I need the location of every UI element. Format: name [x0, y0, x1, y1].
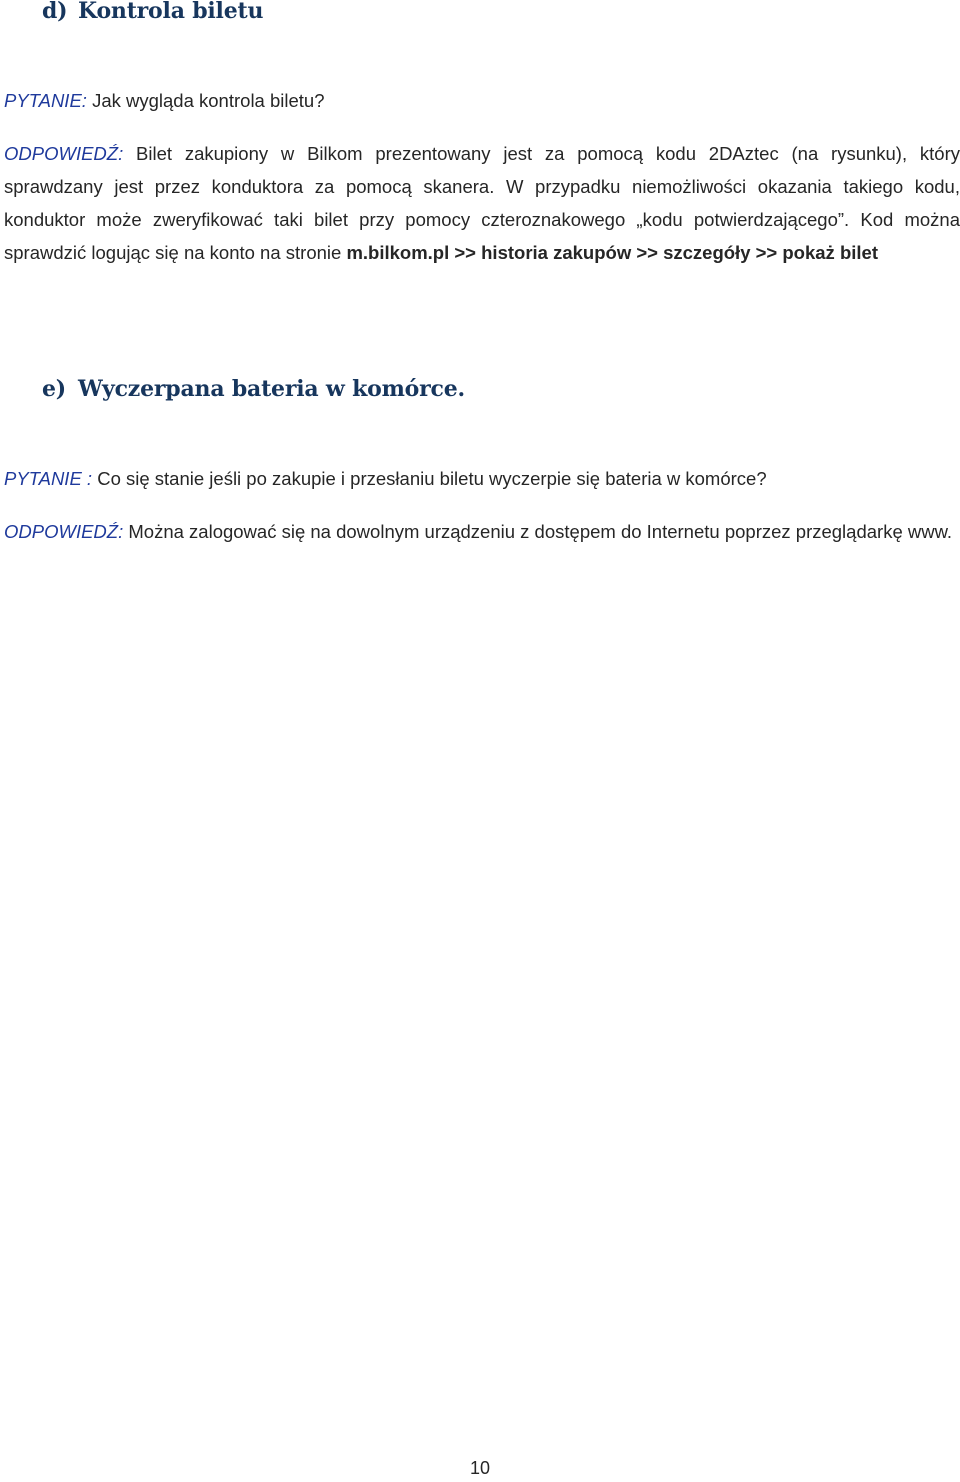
question-paragraph-e — [4, 462, 960, 495]
page-number: 10 — [469, 1458, 491, 1478]
section-number: e) — [42, 376, 67, 402]
answer-paragraph-e — [4, 515, 960, 548]
answer-label: ODPOWIEDŹ: — [4, 521, 124, 542]
question-text: Co się stanie jeśli po zakupie i przesłaniu biletu wyczerpie się bateria w komórce? — [92, 468, 767, 489]
section-heading-e — [42, 376, 465, 402]
section-title: Kontrola biletu — [78, 0, 264, 24]
answer-text: Bilet zakupiony w Bilkom prezentowany jest za pomocą kodu 2DAztec (na rysunku), który sprawdzany jest przez konduktora za pomocą skanera. W przypadku niemożliwości okazania takiego kodu, konduktor może zweryfikować taki bilet przy pomocy czteroznakowego „kodu potwierdzającego”. Kod można sprawdzić logując się na konto na stronie — [4, 143, 960, 263]
answer-text: Można zalogować się na dowolnym urządzeniu z dostępem do Internetu poprzez przeglądarkę www. — [123, 521, 953, 542]
answer-paragraph-d — [4, 137, 960, 269]
question-label: PYTANIE : — [4, 468, 93, 489]
question-label: PYTANIE: — [4, 90, 87, 111]
question-paragraph-d — [4, 84, 960, 117]
section-number: d) — [42, 0, 68, 24]
answer-bold-path: m.bilkom.pl >> historia zakupów >> szczegóły >> pokaż bilet — [346, 242, 878, 263]
section-title: Wyczerpana bateria w komórce. — [78, 376, 465, 402]
section-heading-d — [42, 0, 263, 24]
question-text: Jak wygląda kontrola biletu? — [86, 90, 325, 111]
answer-label: ODPOWIEDŹ: — [4, 143, 124, 164]
